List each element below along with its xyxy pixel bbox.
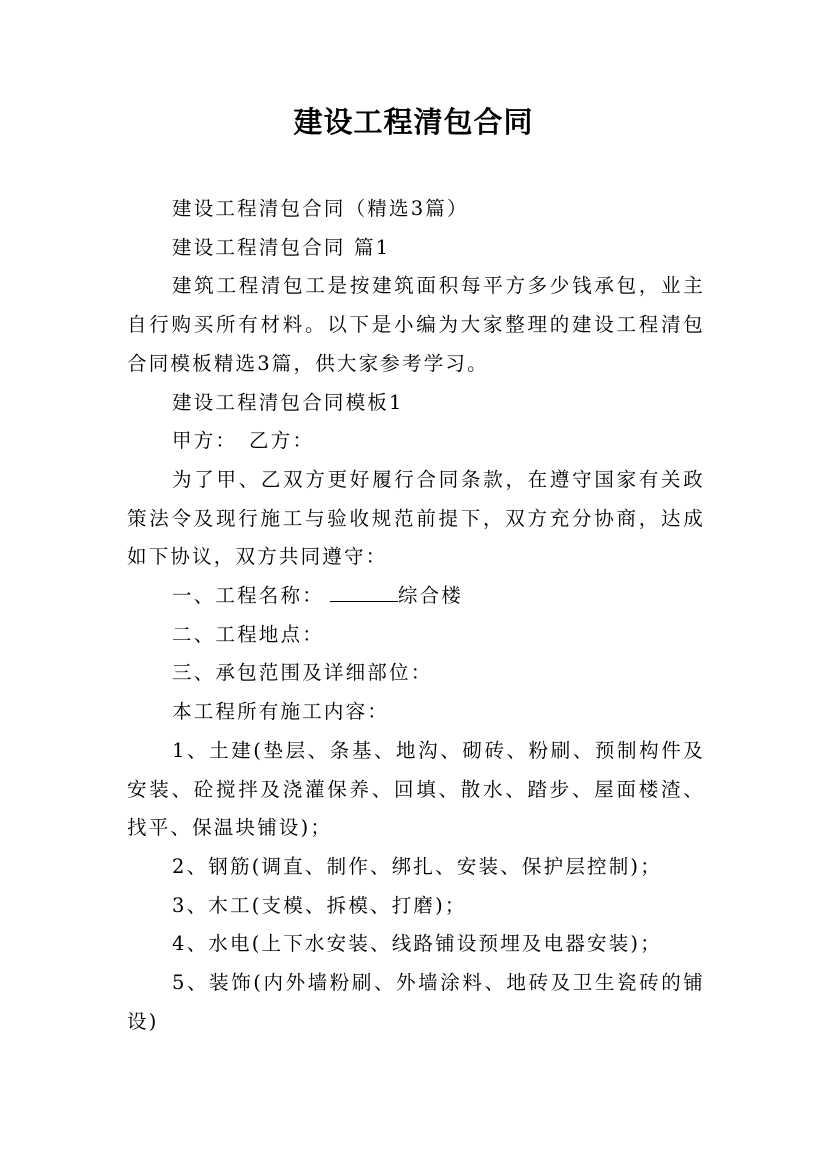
paragraph-intro: 建筑工程清包工是按建筑面积每平方多少钱承包，业主自行购买所有材料。以下是小编为大家整理的建设工程清包合同模板精选3篇，供大家参考学习。: [127, 274, 705, 375]
paragraph-parties: 甲方： 乙方：: [172, 429, 315, 453]
project-name-value: 综合楼: [397, 584, 464, 608]
paragraph-subtitle: 建设工程清包合同（精选3篇）: [172, 197, 469, 220]
paragraph-preamble: 为了甲、乙双方更好履行合同条款，在遵守国家有关政策法令及现行施工与验收规范前提下，双方充分协商，达成如下协议，双方共同遵守：: [127, 467, 705, 569]
paragraph-scope-item-3: 3、木工(支模、拆模、打磨)；: [172, 893, 467, 917]
paragraph-chapter-heading: 建设工程清包合同 篇1: [172, 235, 391, 259]
paragraph-project-name: [127, 577, 705, 616]
paragraph-scope-intro: 本工程所有施工内容：: [172, 700, 390, 724]
document-title: 建设工程清包合同: [293, 105, 534, 139]
paragraph-template-heading: 建设工程清包合同模板1: [172, 390, 404, 414]
paragraph-scope-heading: 三、承包范围及详细部位：: [172, 661, 433, 685]
paragraph-scope-item-4: 4、水电(上下水安装、线路铺设预埋及电器安装)；: [172, 932, 662, 956]
project-name-label: 一、工程名称：: [172, 584, 324, 608]
paragraph-scope-item-5: 5、装饰(内外墙粉刷、外墙涂料、地砖及卫生瓷砖的铺设): [127, 971, 705, 1033]
paragraph-scope-item-1: 1、土建(垫层、条基、地沟、砌砖、粉刷、预制构件及安装、砼搅拌及浇灌保养、回填、散水、踏步、屋面楼渣、找平、保温块铺设)；: [127, 738, 705, 840]
paragraph-project-location: 二、工程地点：: [172, 622, 324, 646]
paragraph-scope-item-2: 2、钢筋(调直、制作、绑扎、安装、保护层控制)；: [172, 854, 662, 878]
project-name-blank-line: [330, 583, 398, 602]
document-body: [127, 190, 705, 1041]
